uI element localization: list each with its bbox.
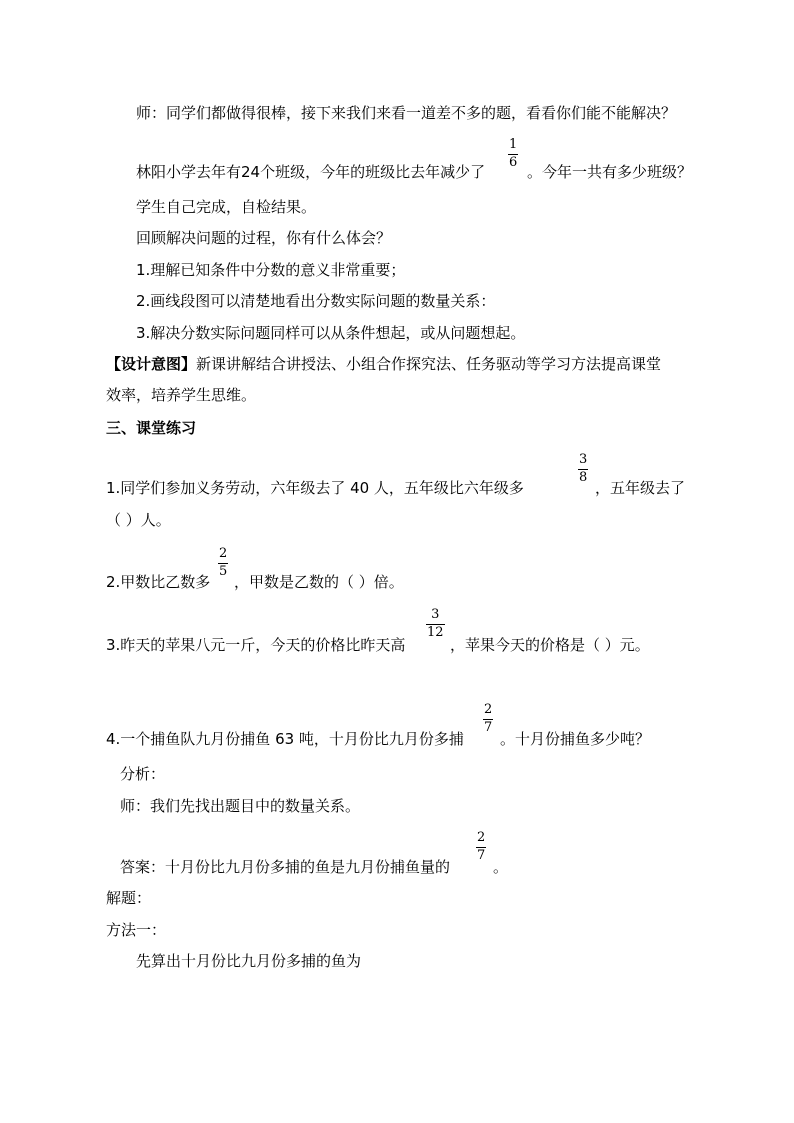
question-2-suffix: ，甲数是乙数的（ ）倍。 xyxy=(234,573,404,591)
design-intent-line-1 xyxy=(106,354,661,374)
design-intent-line-2: 效率，培养学生思维。 xyxy=(106,386,257,404)
question-3-prefix: 3.昨天的苹果八元一斤，今天的价格比昨天高 xyxy=(106,636,406,654)
fraction-denominator: 12 xyxy=(427,625,444,640)
question-2-prefix: 2.甲数比乙数多 xyxy=(106,573,211,591)
solve-label: 解题： xyxy=(106,889,152,907)
question-1-line-2: （ ）人。 xyxy=(106,511,171,529)
fraction-denominator: 5 xyxy=(219,564,228,579)
answer-suffix: 。 xyxy=(493,858,509,876)
self-check: 学生自己完成，自检结果。 xyxy=(136,198,317,216)
question-1-suffix: ，五年级去了 xyxy=(595,479,686,497)
fraction-denominator: 7 xyxy=(484,720,493,735)
fraction-numerator: 2 xyxy=(477,830,486,845)
analysis-teacher: 师：我们先找出题目中的数量关系。 xyxy=(120,797,361,815)
step-one-text: 先算出十月份比九月份多捕的鱼为 xyxy=(136,952,362,970)
fraction-numerator: 2 xyxy=(219,546,228,561)
question-3-suffix: ，苹果今天的价格是（ ）元。 xyxy=(450,636,650,654)
fraction-numerator: 2 xyxy=(484,702,493,717)
fraction-numerator: 3 xyxy=(579,452,588,467)
question-1-prefix: 1.同学们参加义务劳动，六年级去了 40 人，五年级比六年级多 xyxy=(106,479,524,497)
reflect-question: 回顾解决问题的过程，你有什么体会？ xyxy=(136,229,392,247)
section-heading: 三、课堂练习 xyxy=(106,419,197,437)
fraction-denominator: 8 xyxy=(579,470,588,485)
point-3: 3.解决分数实际问题同样可以从条件想起，或从问题想起。 xyxy=(136,324,526,342)
question-4-fraction xyxy=(483,703,493,735)
question-4-suffix: 。十月份捕鱼多少吨？ xyxy=(500,730,651,748)
answer-prefix: 答案：十月份比九月份多捕的鱼是九月份捕鱼量的 xyxy=(120,858,451,876)
point-2: 2.画线段图可以清楚地看出分数实际问题的数量关系： xyxy=(136,292,496,310)
problem-fraction xyxy=(508,138,518,170)
fraction-numerator: 1 xyxy=(509,137,518,152)
answer-fraction xyxy=(476,831,486,863)
fraction-denominator: 7 xyxy=(477,848,486,863)
design-intent-text: 新课讲解结合讲授法、小组合作探究法、任务驱动等学习方法提高课堂 xyxy=(196,355,662,373)
point-1: 1.理解已知条件中分数的意义非常重要； xyxy=(136,261,406,279)
fraction-numerator: 3 xyxy=(431,607,440,622)
question-2-fraction xyxy=(218,547,228,579)
teacher-line: 师：同学们都做得很棒，接下来我们来看一道差不多的题，看看你们能不能解决？ xyxy=(136,104,677,122)
design-intent-label: 【设计意图】 xyxy=(106,355,197,373)
question-1-fraction xyxy=(578,453,588,485)
method-one-label: 方法一： xyxy=(106,921,167,939)
question-3-fraction xyxy=(426,608,445,640)
problem-suffix: 。今年一共有多少班级？ xyxy=(527,163,693,181)
question-4-prefix: 4.一个捕鱼队九月份捕鱼 63 吨，十月份比九月份多捕 xyxy=(106,730,464,748)
problem-prefix: 林阳小学去年有24个班级，今年的班级比去年减少了 xyxy=(136,163,486,181)
analysis-label: 分析： xyxy=(120,765,166,783)
fraction-denominator: 6 xyxy=(509,155,518,170)
